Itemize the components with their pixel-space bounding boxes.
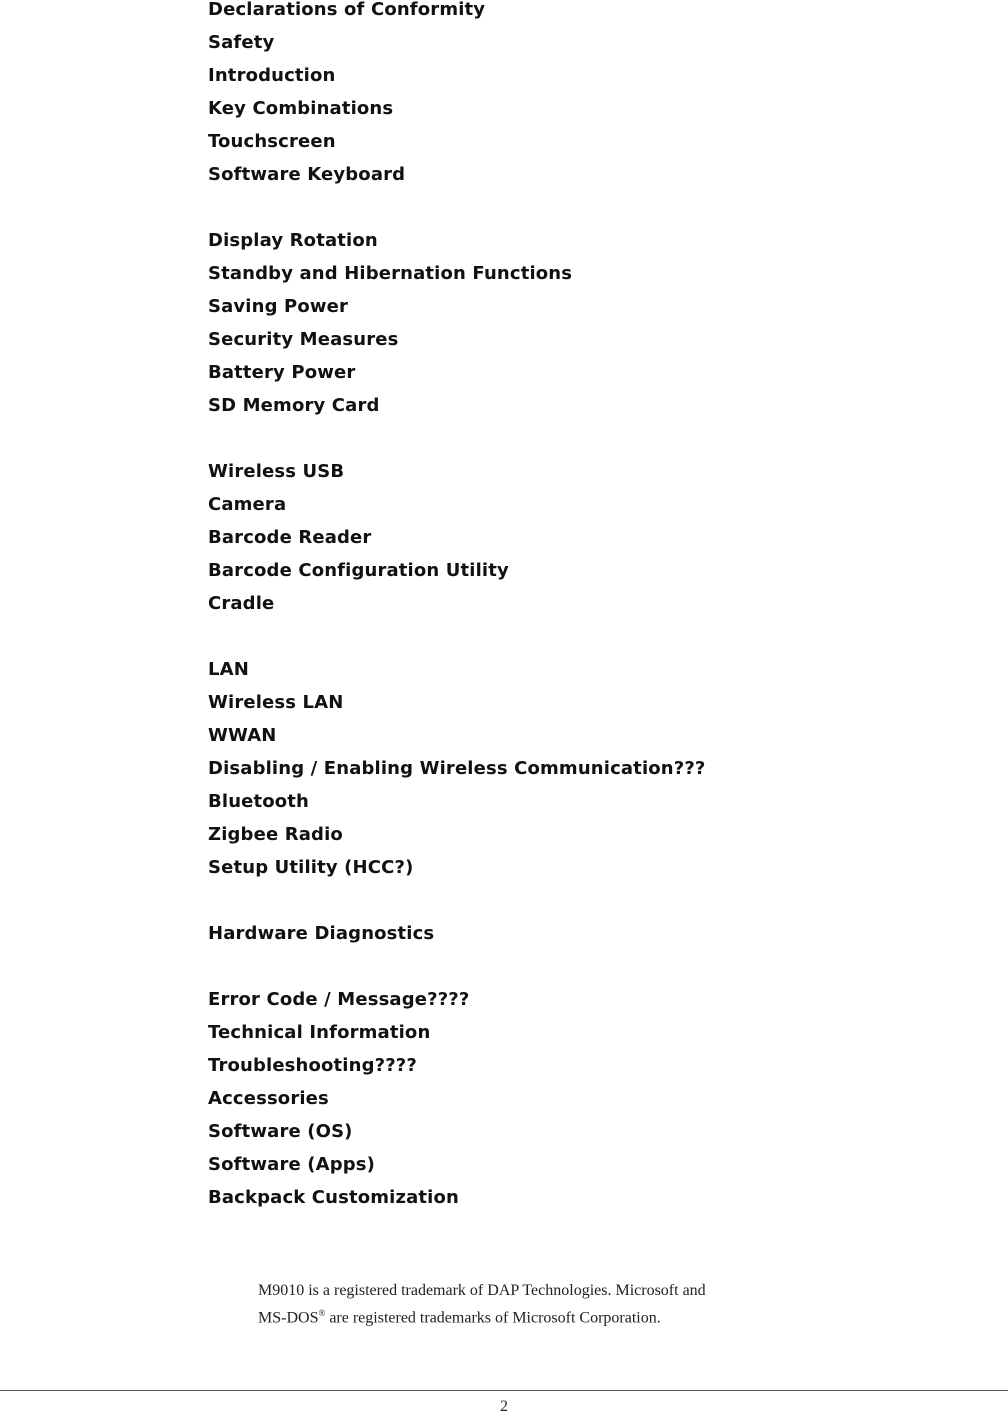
toc-item-wireless-lan[interactable]: Wireless LAN <box>208 692 344 713</box>
toc-item-security-measures[interactable]: Security Measures <box>208 329 399 350</box>
toc-item-software-apps[interactable]: Software (Apps) <box>208 1154 376 1175</box>
page-number: 2 <box>500 1398 508 1415</box>
toc-item-touchscreen[interactable]: Touchscreen <box>208 131 336 152</box>
toc-item-zigbee-radio[interactable]: Zigbee Radio <box>208 824 343 845</box>
toc-item-lan[interactable]: LAN <box>208 659 249 680</box>
toc-item-saving-power[interactable]: Saving Power <box>208 296 349 317</box>
trademark-line-2-rest: are registered trademarks of Microsoft Corporation. <box>325 1309 661 1327</box>
toc-item-battery-power[interactable]: Battery Power <box>208 362 356 383</box>
toc-group-4 <box>208 658 968 889</box>
toc-group-5 <box>208 922 968 955</box>
toc-item-hardware-diagnostics[interactable]: Hardware Diagnostics <box>208 923 435 944</box>
toc-group-3 <box>208 460 968 625</box>
registered-mark: ® <box>318 1308 326 1318</box>
toc-item-software-keyboard[interactable]: Software Keyboard <box>208 164 406 185</box>
toc-item-troubleshooting[interactable]: Troubleshooting???? <box>208 1055 417 1076</box>
toc-item-software-os[interactable]: Software (OS) <box>208 1121 353 1142</box>
toc-item-setup-utility[interactable]: Setup Utility (HCC?) <box>208 857 414 878</box>
table-of-contents <box>208 0 968 1219</box>
toc-item-declarations-of-conformity[interactable]: Declarations of Conformity <box>208 0 486 20</box>
toc-item-backpack-customization[interactable]: Backpack Customization <box>208 1187 459 1208</box>
toc-item-safety[interactable]: Safety <box>208 32 275 53</box>
toc-item-introduction[interactable]: Introduction <box>208 65 336 86</box>
footer-divider <box>0 1390 1008 1391</box>
toc-item-disabling-enabling-wireless-communication[interactable]: Disabling / Enabling Wireless Communication??? <box>208 758 706 779</box>
toc-item-cradle[interactable]: Cradle <box>208 593 275 614</box>
toc-group-2 <box>208 229 968 427</box>
trademark-line-1: M9010 is a registered trademark of DAP Technologies. Microsoft and <box>258 1282 706 1299</box>
toc-item-technical-information[interactable]: Technical Information <box>208 1022 431 1043</box>
toc-item-sd-memory-card[interactable]: SD Memory Card <box>208 395 380 416</box>
toc-item-accessories[interactable]: Accessories <box>208 1088 329 1109</box>
toc-item-bluetooth[interactable]: Bluetooth <box>208 791 310 812</box>
trademark-line-2 <box>258 1302 818 1329</box>
toc-group-1 <box>208 0 968 196</box>
toc-group-6 <box>208 988 968 1219</box>
toc-item-display-rotation[interactable]: Display Rotation <box>208 230 378 251</box>
toc-item-barcode-configuration-utility[interactable]: Barcode Configuration Utility <box>208 560 509 581</box>
toc-item-key-combinations[interactable]: Key Combinations <box>208 98 394 119</box>
toc-item-wwan[interactable]: WWAN <box>208 725 277 746</box>
trademark-msdos: MS-DOS <box>258 1309 319 1327</box>
toc-item-error-code-message[interactable]: Error Code / Message???? <box>208 989 470 1010</box>
toc-item-standby-and-hibernation-functions[interactable]: Standby and Hibernation Functions <box>208 263 573 284</box>
toc-item-barcode-reader[interactable]: Barcode Reader <box>208 527 372 548</box>
toc-item-wireless-usb[interactable]: Wireless USB <box>208 461 345 482</box>
trademark-notice <box>258 1280 818 1329</box>
toc-item-camera[interactable]: Camera <box>208 494 287 515</box>
